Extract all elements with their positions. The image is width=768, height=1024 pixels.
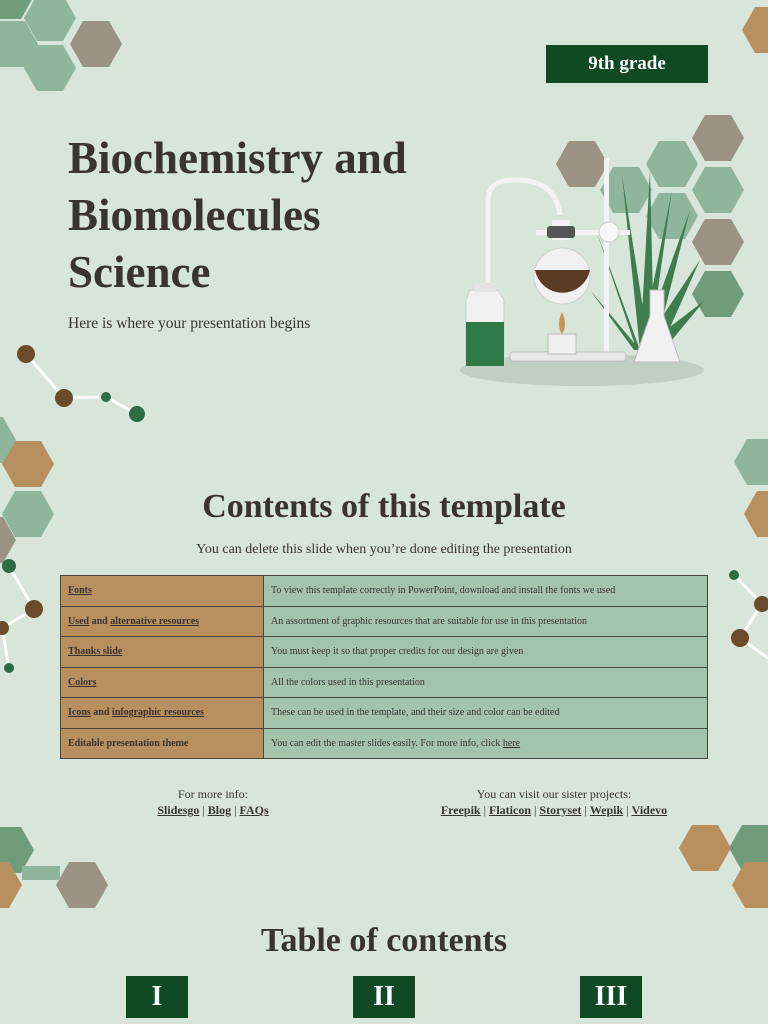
flaticon-link[interactable]: Flaticon [489, 803, 532, 817]
hexagon-shape [742, 7, 768, 53]
hexagon-shape [646, 193, 698, 239]
hexagon-shape [692, 219, 744, 265]
sister-projects [404, 786, 704, 818]
hexagon-shape [732, 862, 768, 908]
row-label [61, 667, 264, 698]
here-link[interactable]: here [502, 737, 521, 749]
table-row [61, 728, 708, 759]
more-info-links: Slidesgo | Blog | FAQs [157, 803, 269, 817]
title-line: Biochemistry and [68, 133, 407, 183]
wepik-link[interactable]: Wepik [589, 803, 624, 817]
row-description [264, 728, 708, 759]
row-description: All the colors used in this presentation [264, 667, 708, 698]
thanks-slide-link[interactable]: Thanks slide [68, 646, 123, 658]
hexagon-shape [692, 271, 744, 317]
hexagon-shape [646, 141, 698, 187]
videvo-link[interactable]: Videvo [631, 803, 668, 817]
storyset-link[interactable]: Storyset [539, 803, 582, 817]
more-info-label: For more info: [178, 787, 248, 801]
row-label [61, 728, 264, 759]
row-description: An assortment of graphic resources that are suitable for use in this presentation [264, 606, 708, 637]
hexagon-shape [56, 862, 108, 908]
colors-link[interactable]: Colors [68, 676, 97, 688]
row-label [61, 576, 264, 607]
table-row [61, 606, 708, 637]
page-subtitle: Here is where your presentation begins [68, 315, 311, 332]
toc-heading: Table of contents [260, 922, 508, 959]
row-description: To view this template correctly in PowerPoint, download and install the fonts we used [264, 576, 708, 607]
row-description-text: You can edit the master slides easily. For more info, click [271, 737, 503, 749]
row-label [61, 606, 264, 637]
label-connector: and [90, 707, 112, 719]
infographic-resources-link[interactable]: infographic resources [111, 707, 205, 719]
lab-equipment-illustration [460, 158, 705, 386]
hexagon-shape [556, 141, 608, 187]
hexagon-shape [734, 439, 768, 485]
alternative-resources-link[interactable]: alternative resources [110, 615, 200, 627]
icons-link[interactable]: Icons [68, 707, 91, 719]
sister-projects-links: Freepik | Flaticon | Storyset | Wepik | Videvo [440, 803, 668, 817]
title-line: Science [68, 247, 211, 297]
editable-theme-label: Editable presentation theme [68, 737, 189, 749]
hexagon-shape [70, 21, 122, 67]
title-line: Biomolecules [68, 190, 321, 240]
table-row [61, 576, 708, 607]
faqs-link[interactable]: FAQs [239, 803, 269, 817]
used-link[interactable]: Used [68, 615, 90, 627]
molecule-icon [17, 345, 145, 422]
label-connector: and [89, 615, 111, 627]
toc-numeral-3: III [580, 976, 642, 1018]
grade-badge: 9th grade [546, 45, 708, 83]
contents-heading: Contents of this template [202, 488, 566, 525]
row-description: You must keep it so that proper credits for our design are given [264, 637, 708, 668]
blog-link[interactable]: Blog [207, 803, 232, 817]
row-label [61, 698, 264, 729]
hexagon-shape [679, 825, 731, 871]
hexagon-shape [692, 167, 744, 213]
sister-projects-label: You can visit our sister projects: [476, 787, 632, 801]
toc-numeral-1: I [126, 976, 188, 1018]
fonts-link[interactable]: Fonts [68, 585, 92, 597]
contents-subheading: You can delete this slide when you’re done editing the presentation [196, 542, 572, 557]
page-title [68, 130, 468, 301]
row-label [61, 637, 264, 668]
table-row [61, 637, 708, 668]
hexagon-shape [692, 115, 744, 161]
toc-numeral-2: II [353, 976, 415, 1018]
table-row [61, 667, 708, 698]
molecule-icon [729, 570, 768, 658]
row-description: These can be used in the template, and their size and color can be edited [264, 698, 708, 729]
resources-table [60, 575, 708, 759]
molecule-icon [0, 559, 43, 673]
slidesgo-link[interactable]: Slidesgo [157, 803, 200, 817]
more-info [113, 786, 313, 818]
freepik-link[interactable]: Freepik [440, 803, 481, 817]
table-row [61, 698, 708, 729]
